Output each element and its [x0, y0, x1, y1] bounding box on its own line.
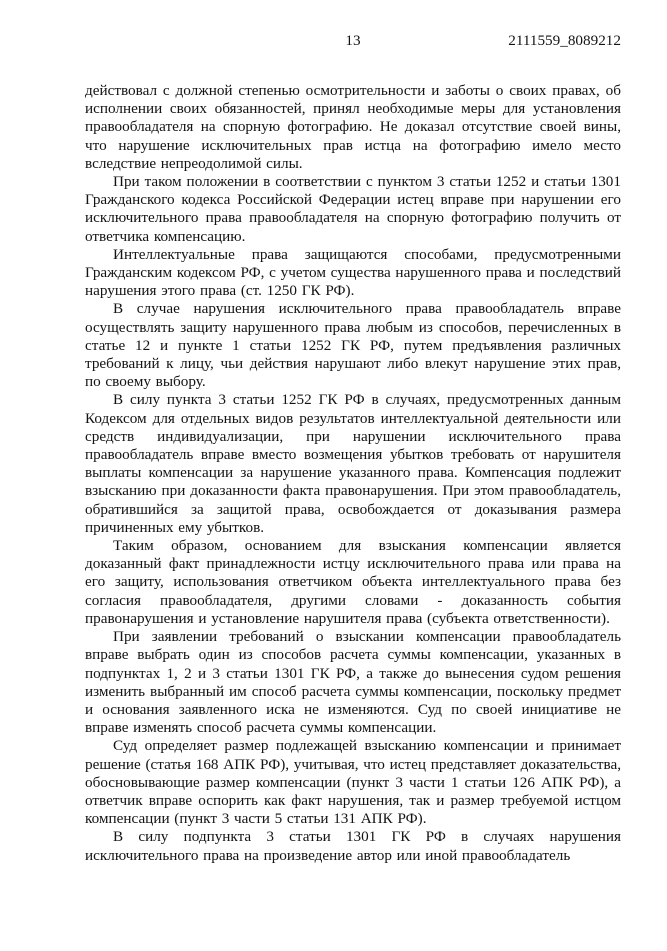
paragraph: При таком положении в соответствии с пунктом 3 статьи 1252 и статьи 1301 Гражданского кодекса Российской Федерации истец вправе при нарушении его исключительного права правообладателя на спорную фотографию получить от ответчика компенсацию. — [85, 173, 621, 245]
paragraph: В случае нарушения исключительного права правообладатель вправе осуществлять защиту нарушенного права любым из способов, перечисленных в статье 12 и пункте 1 статьи 1252 ГК РФ, путем предъявления различных требований к лицу, чьи действия нарушают либо влекут нарушение этих прав, по своему выбору. — [85, 300, 621, 391]
document-body — [85, 82, 621, 865]
paragraph: В силу подпункта 3 статьи 1301 ГК РФ в случаях нарушения исключительного права на произведение автор или иной правообладатель — [85, 828, 621, 864]
paragraph: В силу пункта 3 статьи 1252 ГК РФ в случаях, предусмотренных данным Кодексом для отдельных видов результатов интеллектуальной деятельности или средств индивидуализации, при нарушении исключительного права правообладатель вправе вместо возмещения убытков требовать от нарушителя выплаты компенсации за нарушение указанного права. Компенсация подлежит взысканию при доказанности факта правонарушения. При этом правообладатель, обратившийся за защитой права, освобождается от доказывания размера причиненных ему убытков. — [85, 391, 621, 536]
page-header — [85, 33, 621, 49]
paragraph: Суд определяет размер подлежащей взысканию компенсации и принимает решение (статья 168 АПК РФ), учитывая, что истец представляет доказательства, обосновывающие размер компенсации (пункт 3 части 1 статьи 126 АПК РФ), а ответчик вправе оспорить как факт нарушения, так и размер требуемой истцом компенсации (пункт 3 части 5 статьи 131 АПК РФ). — [85, 737, 621, 828]
paragraph: При заявлении требований о взыскании компенсации правообладатель вправе выбрать один из способов расчета суммы компенсации, указанных в подпунктах 1, 2 и 3 статьи 1301 ГК РФ, а также до вынесения судом решения изменить выбранный им способ расчета суммы компенсации, поскольку предмет и основания заявленного иска не изменяются. Суд по своей инициативе не вправе изменять способ расчета суммы компенсации. — [85, 628, 621, 737]
page-content — [85, 33, 621, 865]
paragraph-continuation: действовал с должной степенью осмотрительности и заботы о своих правах, об исполнении своих обязанностей, принял необходимые меры для установления правообладателя на спорную фотографию. Не доказал отсутствие своей вины, что нарушение исключительных прав истца на фотографию имело место вследствие непреодолимой силы. — [85, 82, 621, 172]
paragraph: Интеллектуальные права защищаются способами, предусмотренными Гражданским кодексом РФ, с учетом существа нарушенного права и последствий нарушения этого права (ст. 1250 ГК РФ). — [85, 245, 621, 300]
document-id: 2111559_8089212 — [508, 32, 621, 49]
page-number: 13 — [345, 32, 361, 49]
paragraph: Таким образом, основанием для взыскания компенсации является доказанный факт принадлежности истцу исключительного права или права на его защиту, использования ответчиком объекта интеллектуального права без согласия правообладателя, другими словами - доказанность события правонарушения и установление нарушителя права (субъекта ответственности). — [85, 537, 621, 627]
